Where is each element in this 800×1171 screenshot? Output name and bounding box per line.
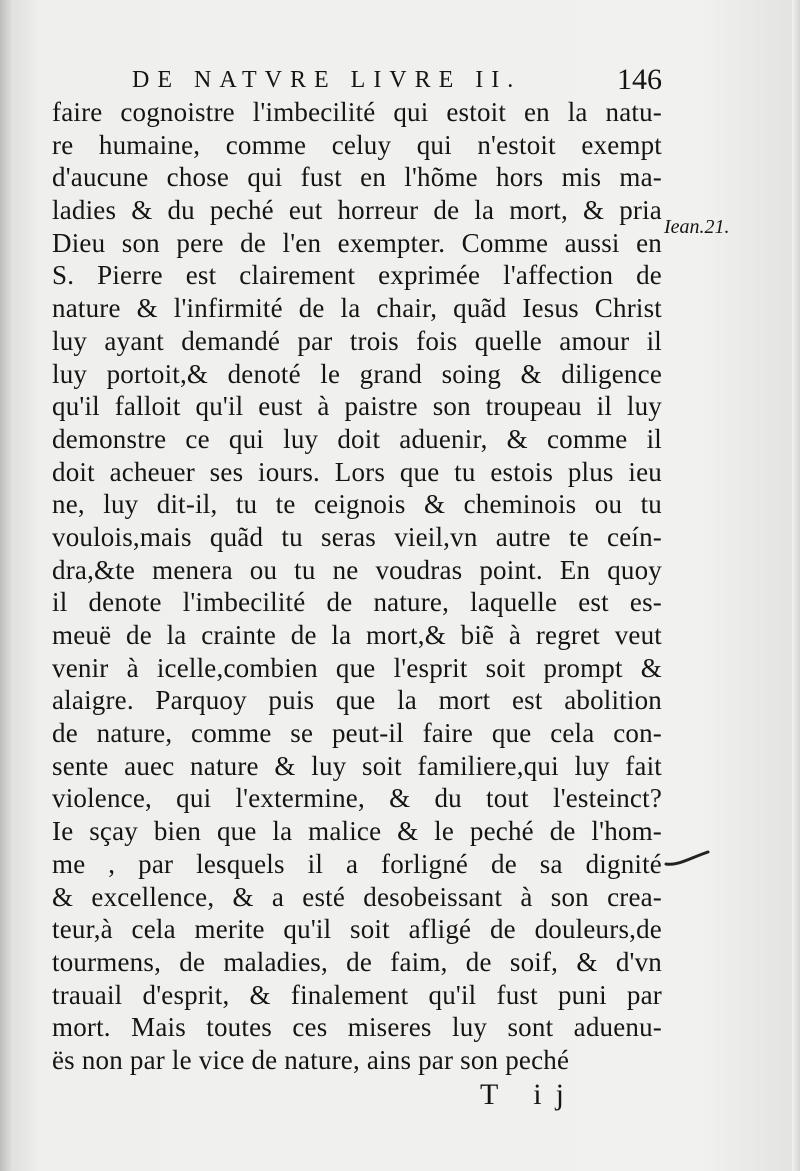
- text-line: sente auec nature & luy soit familiere,qui luy fait: [52, 750, 662, 781]
- text-line: ës non par le vice de nature, ains par son peché: [52, 1044, 570, 1075]
- text-line: voulois,mais quãd tu seras vieil,vn autre te ceín-: [52, 521, 662, 552]
- text-line: me , par lesquels il a forligné de sa dignité: [52, 848, 662, 879]
- margin-note: Iean.21.: [664, 216, 730, 238]
- margin-pen-mark-icon: [664, 848, 710, 870]
- text-line: nature & l'infirmité de la chair, quãd Iesus Christ: [52, 293, 662, 324]
- text-line: il denote l'imbecilité de nature, laquelle est es-: [52, 587, 662, 618]
- text-line: Ie sçay bien que la malice & le peché de l'hom-: [52, 816, 662, 847]
- text-line: tourmens, de maladies, de faim, de soif, & d'vn: [52, 946, 662, 977]
- text-line: venir à icelle,combien que l'esprit soit prompt &: [52, 652, 662, 683]
- text-line: & excellence, & a esté desobeissant à son crea-: [52, 881, 662, 912]
- text-line: violence, qui l'extermine, & du tout l'esteinct?: [52, 783, 662, 814]
- text-line: luy portoit,& denoté le grand soing & diligence: [52, 358, 662, 389]
- text-line: d'aucune chose qui fust en l'hõme hors mis ma-: [52, 162, 662, 193]
- text-line: demonstre ce qui luy doit aduenir, & comme il: [52, 423, 662, 454]
- text-line: trauail d'esprit, & finalement qu'il fust puni par: [52, 979, 662, 1010]
- text-line: Dieu son pere de l'en exempter. Comme aussi en: [52, 227, 662, 258]
- page-number: 146: [617, 63, 662, 96]
- text-line: ne, luy dit-il, tu te ceignois & cheminois ou tu: [52, 489, 662, 520]
- body-text: [52, 96, 662, 1077]
- running-head: [132, 60, 662, 100]
- text-line: doit acheuer ses iours. Lors que tu estois plus ieu: [52, 456, 662, 487]
- text-line: faire cognoistre l'imbecilité qui estoit en la natu-: [52, 97, 662, 127]
- text-line: mort. Mais toutes ces miseres luy sont aduenu-: [52, 1012, 662, 1043]
- signature-mark: T ij: [480, 1078, 578, 1111]
- text-line: ladies & du peché eut horreur de la mort, & pria: [52, 195, 662, 226]
- text-line: qu'il falloit qu'il eust à paistre son troupeau il luy: [52, 391, 662, 422]
- page-edge-shadow: [792, 0, 800, 1171]
- page-gutter-shadow: [0, 0, 14, 1171]
- text-line: de nature, comme se peut-il faire que cela con-: [52, 718, 662, 749]
- text-line: re humaine, comme celuy qui n'estoit exempt: [52, 129, 662, 160]
- text-line: S. Pierre est clairement exprimée l'affection de: [52, 260, 662, 291]
- text-line: meuë de la crainte de la mort,& biẽ à regret veut: [52, 620, 662, 650]
- text-line: alaigre. Parquoy puis que la mort est abolition: [52, 685, 662, 716]
- text-line: luy ayant demandé par trois fois quelle amour il: [52, 325, 662, 356]
- text-line: teur,à cela merite qu'il soit afligé de douleurs,de: [52, 914, 662, 945]
- running-title: DE NATVRE LIVRE II.: [132, 66, 522, 93]
- text-line: dra,&te menera ou tu ne voudras point. En quoy: [52, 554, 662, 585]
